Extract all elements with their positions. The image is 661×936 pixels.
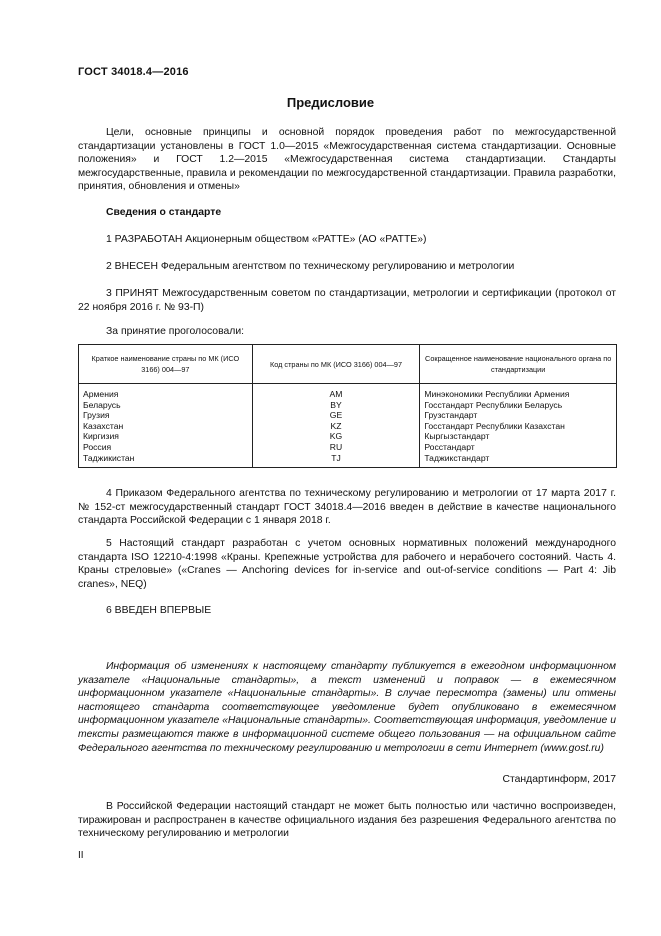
code-cell: BY: [252, 400, 420, 411]
table-row: [79, 421, 617, 432]
country-cell: Киргизия: [79, 431, 253, 442]
publisher-line: Стандартинформ, 2017: [502, 774, 616, 785]
votes-table: [78, 344, 617, 468]
country-cell: Таджикистан: [79, 453, 253, 468]
table-row: [79, 410, 617, 421]
page-number: II: [78, 850, 84, 861]
body-cell: Грузстандарт: [420, 410, 617, 421]
country-cell: Казахстан: [79, 421, 253, 432]
item-adopted: 3 ПРИНЯТ Межгосударственным советом по стандартизации, метрологии и сертификации (протокол от 22 ноября 2016 г. № 93-П): [78, 288, 616, 313]
vote-intro: За принятие проголосовали:: [106, 326, 245, 337]
table-row: [79, 431, 617, 442]
item-based-on-iso: 5 Настоящий стандарт разработан с учетом основных нормативных положений международного стандарта ISO 12210-4:1998 «Краны. Крепежные устройства для рабочего и нерабочего состояний. Часть 4. Краны стреловые» («Cranes — Anchoring devices for in-service and out-of-service conditions — Part 4: Jib cranes», NEQ): [78, 538, 616, 590]
country-cell: Армения: [79, 384, 253, 400]
body-cell: Таджикстандарт: [420, 453, 617, 468]
column-header-body: Сокращенное наименование национального органа по стандартизации: [420, 345, 617, 384]
table-row: [79, 442, 617, 453]
code-cell: KG: [252, 431, 420, 442]
code-cell: KZ: [252, 421, 420, 432]
item-developed: 1 РАЗРАБОТАН Акционерным обществом «РАТТЕ» (АО «РАТТЕ»): [106, 234, 427, 245]
code-cell: TJ: [252, 453, 420, 468]
body-cell: Госстандарт Республики Беларусь: [420, 400, 617, 411]
page-title: Предисловие: [286, 95, 375, 110]
item-first-introduced: 6 ВВЕДЕН ВПЕРВЫЕ: [106, 605, 212, 616]
item-submitted: 2 ВНЕСЕН Федеральным агентством по техническому регулированию и метрологии: [106, 261, 515, 272]
table-row: [79, 453, 617, 468]
code-cell: GE: [252, 410, 420, 421]
column-header-country: Краткое наименование страны по МК (ИСО 3166) 004—97: [79, 345, 253, 384]
intro-paragraph: Цели, основные принципы и основной порядок проведения работ по межгосударственной стандартизации установлены в ГОСТ 1.0—2015 «Межгосударственная система стандартизации. Основные положения» и ГОСТ 1.2—2015 «Межгосударственная система стандартизации. Стандарты межгосударственные, правила и рекомендации по межгосударственной стандартизации. Правила разработки, принятия, обновления и отмены»: [78, 127, 616, 193]
body-cell: Минэкономики Республики Армения: [420, 384, 617, 400]
table-header-row: [79, 345, 617, 384]
country-cell: Россия: [79, 442, 253, 453]
info-notice: Информация об изменениях к настоящему стандарту публикуется в ежегодном информационном указателе «Национальные стандарты», а текст изменений и поправок — в ежемесячном информационном указателе «Национальные стандарты». В случае пересмотра (замены) или отмены настоящего стандарта соответствующее уведомление будет опубликовано в ежемесячном информационном указателе «Национальные стандарты». Соответствующая информация, уведомление и тексты размещаются также в информационной системе общего пользования — на официальном сайте Федерального агентства по техническому регулированию и метрологии в сети Интернет (www.gost.ru): [78, 661, 616, 754]
code-cell: AM: [252, 384, 420, 400]
item-enacted: 4 Приказом Федерального агентства по техническому регулированию и метрологии от 17 марта 2017 г. № 152-ст межгосударственный стандарт ГОСТ 34018.4—2016 введен в действие в качестве национального стандарта Российской Федерации с 1 января 2018 г.: [78, 488, 616, 527]
about-standard-heading: Сведения о стандарте: [106, 207, 222, 218]
country-cell: Беларусь: [79, 400, 253, 411]
code-cell: RU: [252, 442, 420, 453]
standard-code-header: ГОСТ 34018.4—2016: [78, 66, 189, 78]
table-row: [79, 400, 617, 411]
body-cell: Росстандарт: [420, 442, 617, 453]
body-cell: Кыргызстандарт: [420, 431, 617, 442]
column-header-code: Код страны по МК (ИСО 3166) 004—97: [252, 345, 420, 384]
country-cell: Грузия: [79, 410, 253, 421]
table-row: [79, 384, 617, 400]
copyright-notice: В Российской Федерации настоящий стандарт не может быть полностью или частично воспроизведен, тиражирован и распространен в качестве официального издания без разрешения Федерального агентства по техническому регулированию и метрологии: [78, 801, 616, 840]
body-cell: Госстандарт Республики Казахстан: [420, 421, 617, 432]
